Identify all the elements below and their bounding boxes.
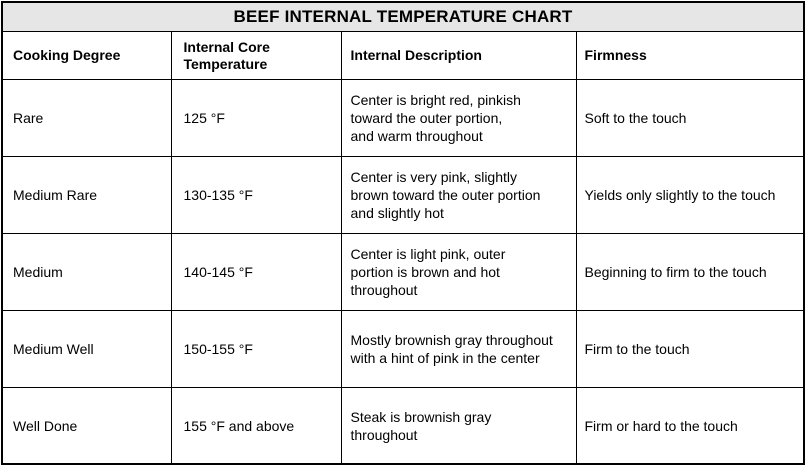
- description-line: and warm throughout: [350, 128, 483, 144]
- description-line: brown toward the outer portion: [350, 187, 541, 203]
- header-internal-core-temperature: [171, 32, 341, 80]
- description-line: and slightly hot: [350, 205, 444, 221]
- description-cell: [341, 80, 576, 157]
- table-row-well-done: [3, 388, 803, 465]
- description-line: portion is brown and hot: [350, 264, 500, 280]
- firmness-cell: Soft to the touch: [576, 80, 803, 157]
- firmness-cell: Firm or hard to the touch: [584, 418, 738, 434]
- temperature-cell: 130-135 °F: [171, 157, 341, 234]
- description-line: with a hint of pink in the center: [350, 350, 540, 366]
- description-line: Center is light pink, outer: [350, 246, 506, 262]
- temperature-cell: 140-145 °F: [171, 234, 341, 311]
- temperature-cell: 150-155 °F: [171, 311, 341, 388]
- firmness-cell: Firm to the touch: [576, 311, 803, 388]
- header-row: [3, 32, 803, 80]
- table-row-medium: [3, 234, 803, 311]
- header-internal-description: Internal Description: [341, 32, 576, 80]
- description-cell: [341, 311, 576, 388]
- cooking-degree-cell: Medium: [3, 234, 171, 311]
- header-temp-line-2: Temperature: [183, 55, 268, 72]
- beef-temperature-chart: [1, 1, 805, 465]
- cooking-degree-cell: Medium Well: [3, 311, 171, 388]
- description-line: Mostly brownish gray throughout: [350, 332, 553, 348]
- description-cell: [341, 234, 576, 311]
- description-line: Steak is brownish gray: [350, 409, 492, 425]
- cooking-degree-cell: Medium Rare: [3, 157, 171, 234]
- table-row-rare: [3, 80, 803, 157]
- description-cell: [341, 157, 576, 234]
- temperature-cell: 155 °F and above: [171, 388, 341, 465]
- description-line: throughout: [350, 282, 418, 298]
- firmness-cell: Yields only slightly to the touch: [576, 157, 803, 234]
- chart-title: BEEF INTERNAL TEMPERATURE CHART: [3, 3, 803, 32]
- header-firmness: Firmness: [576, 32, 803, 80]
- cooking-degree-cell: Well Done: [3, 388, 171, 465]
- description-line: Center is bright red, pinkish: [350, 92, 521, 108]
- table-row-medium-well: [3, 311, 803, 388]
- description-cell: [341, 388, 576, 465]
- description-line: Center is very pink, slightly: [350, 169, 518, 185]
- table-row-medium-rare: [3, 157, 803, 234]
- cooking-degree-cell: Rare: [3, 80, 171, 157]
- header-cooking-degree: Cooking Degree: [3, 32, 171, 80]
- firmness-cell: Beginning to firm to the touch: [576, 234, 803, 311]
- temperature-cell: 125 °F: [171, 80, 341, 157]
- temperature-table: [3, 32, 803, 464]
- description-line: toward the outer portion,: [350, 110, 503, 126]
- description-line: throughout: [350, 427, 418, 443]
- header-temp-line-1: Internal Core: [183, 38, 270, 55]
